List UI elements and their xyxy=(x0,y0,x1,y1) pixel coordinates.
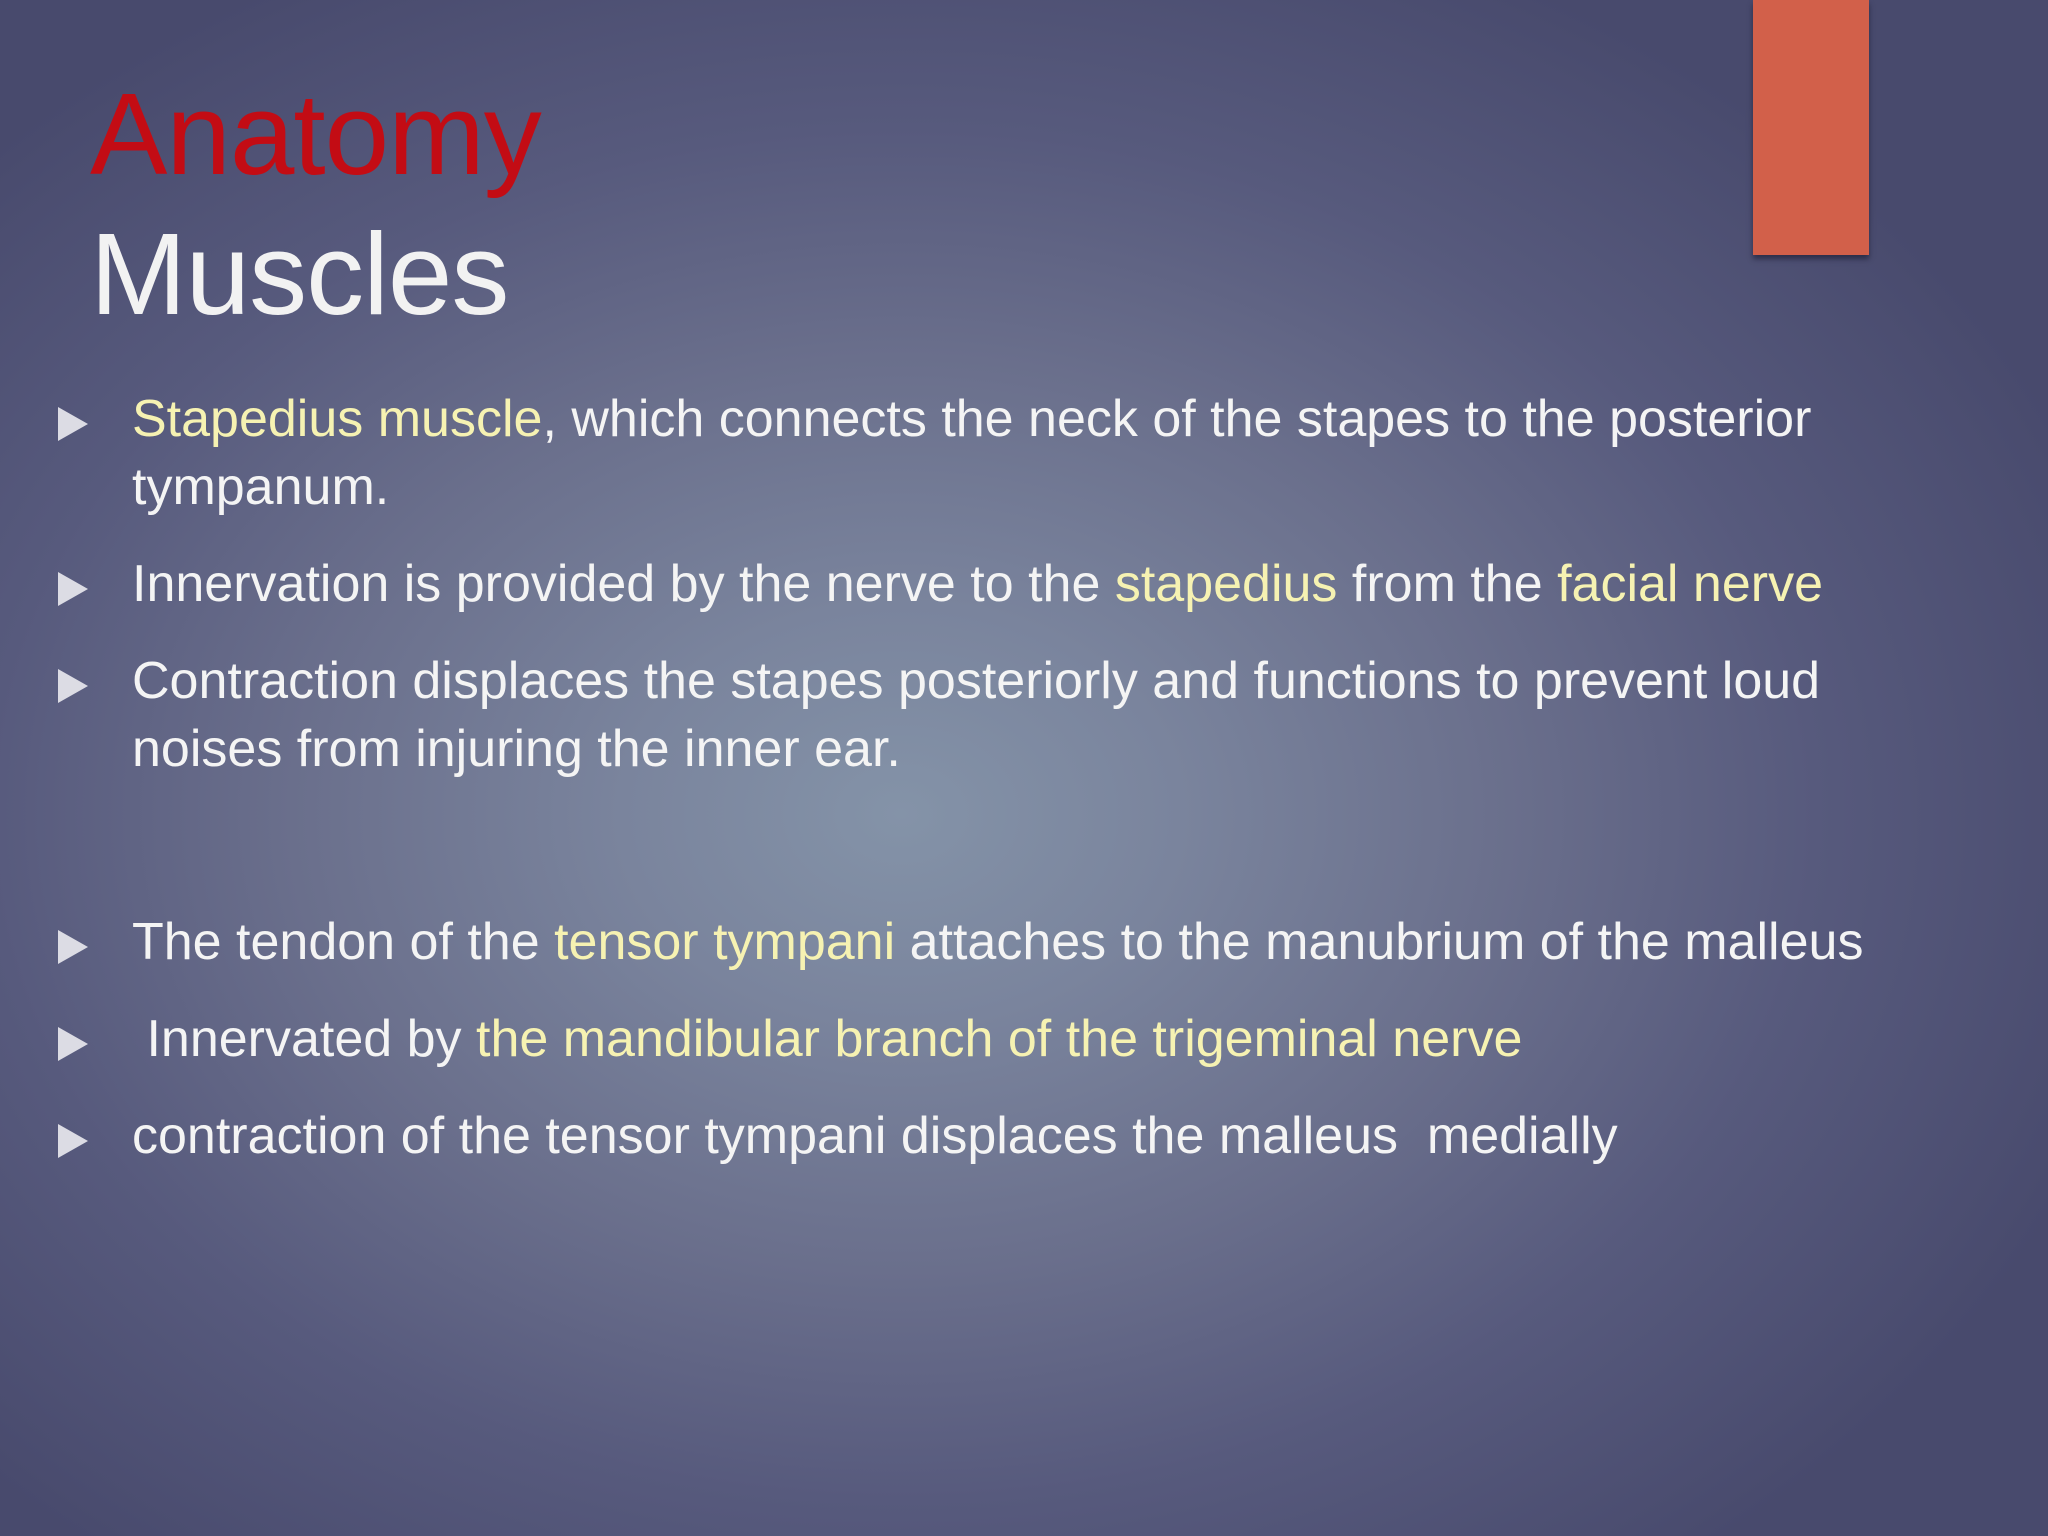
bullet-item-tensor-tympani-tendon xyxy=(0,908,1900,976)
slide-title xyxy=(90,64,541,344)
bullet-item-contraction-tensor-tympani xyxy=(0,1102,1900,1170)
bullet-text: Innervated by xyxy=(132,1010,476,1068)
bullet-item-stapedius-muscle xyxy=(0,385,1900,521)
bullet-list xyxy=(0,385,1900,1170)
bullet-item-innervation-stapedius xyxy=(0,550,1900,618)
bullet-text: The tendon of the xyxy=(132,913,555,971)
bullet-text: Contraction displaces the stapes posteriorly and functions to prevent loud noises from injuring the inner ear. xyxy=(132,652,1821,778)
triangle-right-icon xyxy=(58,669,88,703)
triangle-right-icon xyxy=(58,1027,88,1061)
title-line-muscles: Muscles xyxy=(90,209,509,339)
bullet-item-contraction-stapes xyxy=(0,647,1900,783)
triangle-right-icon xyxy=(58,930,88,964)
triangle-right-icon xyxy=(58,572,88,606)
bullet-text: contraction of the tensor tympani displaces the malleus medially xyxy=(132,1107,1618,1165)
triangle-right-icon xyxy=(58,1124,88,1158)
bullet-text: Innervation is provided by the nerve to the xyxy=(132,555,1115,613)
highlight-text: stapedius xyxy=(1114,555,1338,613)
title-line-anatomy: Anatomy xyxy=(90,69,541,199)
triangle-right-icon xyxy=(58,407,88,441)
highlight-text: the mandibular branch of the trigeminal nerve xyxy=(476,1010,1523,1068)
highlight-text: Stapedius muscle xyxy=(132,390,543,448)
highlight-text: facial nerve xyxy=(1557,555,1823,613)
highlight-text: tensor tympani xyxy=(554,913,896,971)
bullet-text: from the xyxy=(1337,555,1558,613)
bullet-text: , which connects the neck of the stapes to the posterior tympanum. xyxy=(132,390,1812,516)
bullet-item-innervated-trigeminal xyxy=(0,1005,1900,1073)
accent-bar xyxy=(1753,0,1869,255)
bullet-text: attaches to the manubrium of the malleus xyxy=(895,913,1864,971)
